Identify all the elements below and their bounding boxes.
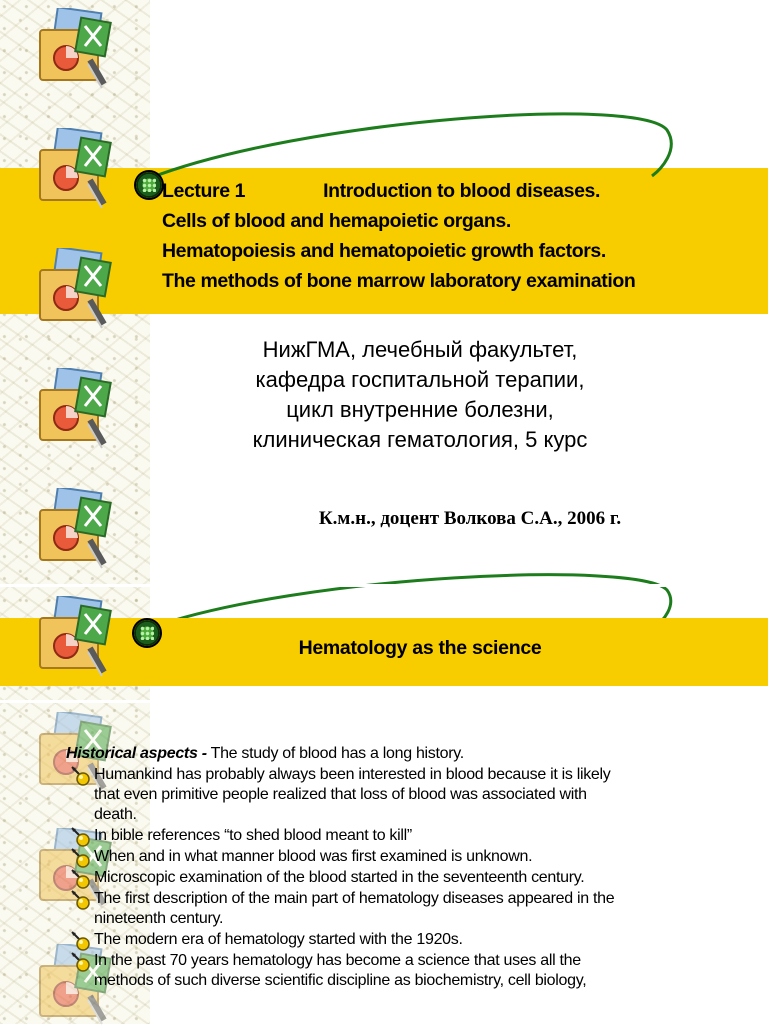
office-documents-icon	[36, 8, 114, 92]
list-item-line: that even primitive people realized that loss of blood was associated with	[94, 786, 587, 803]
department-line: клиническая гематология, 5 курс	[252, 427, 588, 452]
yellow-pin-bullet-icon	[70, 951, 92, 973]
office-documents-icon	[36, 128, 114, 212]
department-line: кафедра госпитальной терапии,	[255, 367, 585, 392]
slide2-title: Hematology as the science	[298, 637, 542, 659]
slide3-content	[66, 744, 766, 991]
slide-divider	[0, 700, 768, 703]
list-item-line: When and in what manner blood was first examined is unknown.	[94, 848, 533, 865]
office-documents-icon	[36, 368, 114, 452]
yellow-pin-bullet-icon	[70, 889, 92, 911]
office-documents-icon	[36, 488, 114, 572]
historical-heading	[66, 744, 766, 764]
yellow-pin-bullet-icon	[70, 765, 92, 787]
list-item	[66, 930, 766, 950]
office-documents-icon	[36, 596, 114, 680]
department-line: цикл внутренние болезни,	[286, 397, 554, 422]
slide1-title-line-4: The methods of bone marrow laboratory examination	[162, 270, 636, 292]
list-item-line: death.	[94, 806, 137, 823]
list-item-line: In the past 70 years hematology has become a science that uses all the	[94, 952, 581, 969]
slide1-title-line-2: Cells of blood and hemapoietic organs.	[162, 210, 511, 232]
slide1-title-line-1	[162, 176, 762, 206]
green-dot-bullet-icon	[136, 172, 162, 198]
yellow-pin-bullet-icon	[70, 847, 92, 869]
list-item-line: nineteenth century.	[94, 910, 224, 927]
slide1-title-line-3: Hematopoiesis and hematopoietic growth factors.	[162, 240, 606, 262]
heading-emphasis: Historical aspects -	[66, 745, 207, 762]
list-item-line: The first description of the main part of hematology diseases appeared in the	[94, 890, 615, 907]
list-item-line: The modern era of hematology started with the 1920s.	[94, 931, 463, 948]
yellow-pin-bullet-icon	[70, 930, 92, 952]
list-item-line: In bible references “to shed blood meant to kill”	[94, 827, 412, 844]
list-item	[66, 951, 766, 991]
list-item	[66, 847, 766, 867]
author-line: К.м.н., доцент Волкова С.А., 2006 г.	[318, 508, 622, 529]
office-documents-icon	[36, 248, 114, 332]
list-item-line: Microscopic examination of the blood started in the seventeenth century.	[94, 869, 585, 886]
department-line: НижГМА, лечебный факультет,	[262, 337, 578, 362]
department-info	[195, 335, 645, 455]
list-item	[66, 826, 766, 846]
list-item	[66, 889, 766, 929]
list-item	[66, 765, 766, 825]
lecture-number: Lecture 1	[162, 180, 246, 202]
green-dot-bullet-icon	[134, 620, 160, 646]
slide1-title	[162, 176, 762, 296]
lecture-topic: Introduction to blood diseases.	[323, 180, 600, 202]
list-item	[66, 868, 766, 888]
heading-text: The study of blood has a long history.	[206, 745, 464, 762]
yellow-pin-bullet-icon	[70, 868, 92, 890]
list-item-line: methods of such diverse scientific discipline as biochemistry, cell biology,	[94, 972, 587, 989]
list-item-line: Humankind has probably always been interested in blood because it is likely	[94, 766, 611, 783]
slide-divider	[0, 584, 768, 587]
yellow-pin-bullet-icon	[70, 826, 92, 848]
